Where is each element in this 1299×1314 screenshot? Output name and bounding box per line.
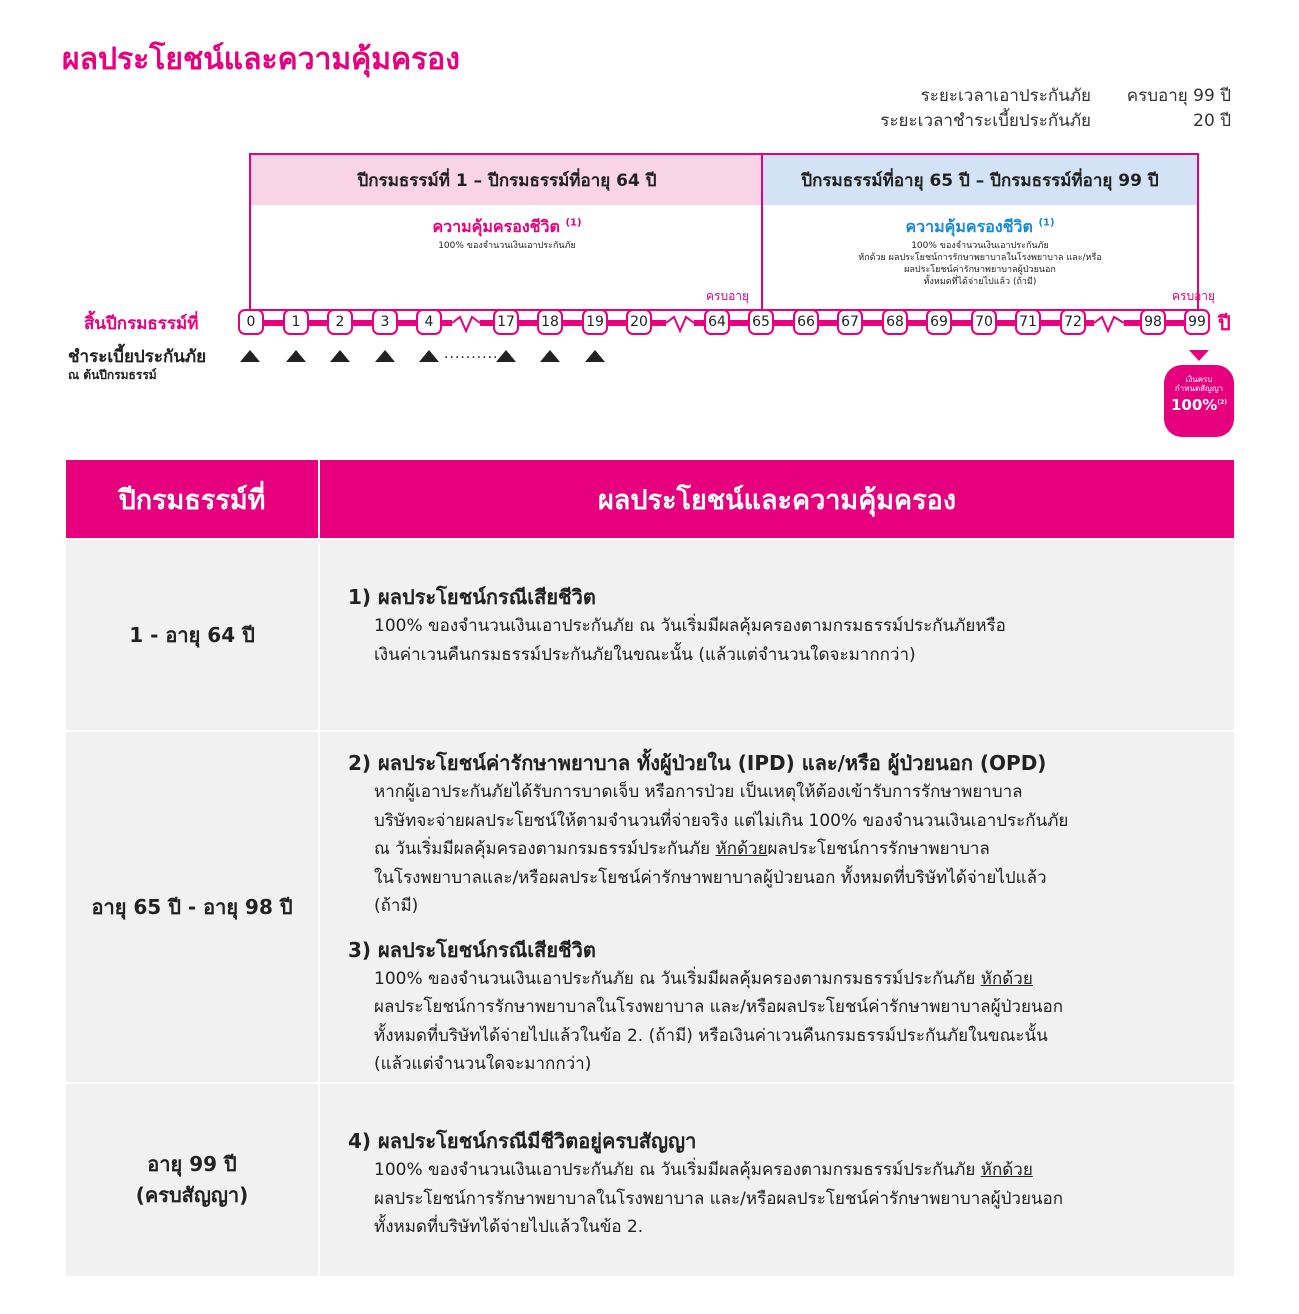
benefit-3-text [348,965,1234,1079]
premium-sublabel: ณ ต้นปีกรมธรรม์ [68,368,157,382]
premium-payment-icon [240,350,260,362]
table-header [66,460,1234,538]
year-marker: 99 [1184,309,1210,335]
benefit-table [66,460,1234,1276]
premium-payment-icon [496,350,516,362]
benefit-3-line-3: ทั้งหมดที่บริษัทได้จ่ายไปแล้วในข้อ 2. (ถ้ามี) หรือเงินค่าเวนคืนกรมธรรม์ประกันภัยในขณะนั้น [374,1025,1048,1046]
benefit-4-line-1a: 100% ของจำนวนเงินเอาประกันภัย ณ วันเริ่มมีผลคุ้มครองตามกรมธรรม์ประกันภัย [374,1160,981,1180]
benefit-2-line-3 [374,835,1234,864]
period-1-coverage [251,205,763,252]
year-marker: 65 [748,309,774,335]
year-marker: 20 [626,309,652,335]
maturity-line-1: เงินครบ [1185,375,1213,384]
period-2-coverage-line-3: ผลประโยชน์ค่ารักษาพยาบาลผู้ป่วยนอก [904,265,1056,275]
period-1-box [249,153,763,311]
year-marker: 67 [837,309,863,335]
premium-payment-icon [419,350,439,362]
row-1-benefits [320,540,1234,730]
benefit-2-line-2: บริษัทจะจ่ายผลประโยชน์ให้ตามจำนวนที่จ่ายจริง แต่ไม่เกิน 100% ของจำนวนเงินเอาประกันภัย [374,810,1069,831]
year-marker: 68 [882,309,908,335]
row-3-period-line-2: (ครบสัญญา) [135,1183,249,1207]
header-policy-year: ปีกรมธรรม์ที่ [66,460,320,538]
year-marker: 18 [537,309,563,335]
year-marker: 17 [493,309,519,335]
period-1-coverage-title-text: ความคุ้มครองชีวิต [432,217,560,236]
year-marker: 4 [416,309,442,335]
benefit-3-deduct: หักด้วย [980,968,1033,989]
header-benefits: ผลประโยชน์และความคุ้มครอง [597,484,957,516]
period-2-box [761,153,1199,311]
benefit-1-title: 1) ผลประโยชน์กรณีเสียชีวิต [348,585,596,609]
year-marker: 2 [327,309,353,335]
year-marker: 69 [926,309,952,335]
year-marker: 98 [1140,309,1166,335]
period-2-coverage-line-1: 100% ของจำนวนเงินเอาประกันภัย [911,241,1049,251]
year-marker: 71 [1015,309,1041,335]
maturity-note-ref: (2) [1217,399,1227,406]
period-1-coverage-title [251,215,763,240]
benefit-2-line-3a: ณ วันเริ่มมีผลคุ้มครองตามกรมธรรม์ประกันภัย [374,839,716,859]
benefit-2-text [348,778,1234,921]
premium-label: ชำระเบี้ยประกันภัย [68,347,207,367]
maturity-value-text: 100% [1170,396,1218,414]
premium-payment-icon [540,350,560,362]
period-2-header: ปีกรมธรรม์ที่อายุ 65 ปี – ปีกรมธรรม์ที่อายุ 99 ปี [763,155,1197,205]
period-1-coverage-line: 100% ของจำนวนเงินเอาประกันภัย [438,241,576,251]
maturity-line-2: กำหนดสัญญา [1174,384,1224,393]
benefit-1-text [348,612,1234,669]
row-1-period [66,540,320,730]
timeline-row-label: สิ้นปีกรมธรรม์ที่ [84,314,199,334]
year-marker: 66 [793,309,819,335]
timeline-unit: ปี [1218,311,1231,335]
premium-payment-icon [585,350,605,362]
table-row [66,538,1234,730]
year-marker: 0 [238,309,264,335]
year-marker: 72 [1060,309,1086,335]
period-2-coverage-title-text: ความคุ้มครองชีวิต [905,217,1033,236]
period-2-note-ref: (1) [1038,217,1055,229]
premium-term-row [880,107,1231,134]
benefit-4-text [348,1156,1234,1242]
row-3-benefits [320,1084,1234,1276]
coverage-term-label: ระยะเวลาเอาประกันภัย [920,86,1091,106]
premium-term-value: 20 ปี [1193,111,1231,131]
row-2-period [66,732,320,1082]
coverage-term-row [921,82,1231,109]
period-2-coverage-line-2: หักด้วย ผลประโยชน์การรักษาพยาบาลในโรงพยาบาล และ/หรือ [858,253,1102,263]
benefit-3-line-4: (แล้วแต่จำนวนใดจะมากกว่า) [374,1054,592,1074]
row-3-period-line-1: อายุ 99 ปี [147,1152,237,1176]
table-row [66,1082,1234,1276]
premium-payment-icon [286,350,306,362]
maturity-arrow-icon [1189,350,1209,361]
period-2-coverage [763,205,1197,288]
benefit-4-line-1 [374,1156,1234,1185]
benefit-3-line-1 [374,965,1234,994]
benefit-1-line-1: 100% ของจำนวนเงินเอาประกันภัย ณ วันเริ่มมีผลคุ้มครองตามกรมธรรม์ประกันภัยหรือ [374,616,1006,636]
premium-payment-icon [375,350,395,362]
row-3-period [66,1084,320,1276]
page-title: ผลประโยชน์และความคุ้มครอง [62,42,460,77]
period-1-end-label: ครบอายุ [706,289,750,303]
premium-payment-icon [330,350,350,362]
coverage-term-value: ครบอายุ 99 ปี [1126,86,1231,106]
year-marker: 64 [704,309,730,335]
year-marker: 19 [582,309,608,335]
table-row [66,730,1234,1082]
year-marker: 3 [372,309,398,335]
period-1-header: ปีกรมธรรม์ที่ 1 – ปีกรมธรรม์ที่อายุ 64 ปี [251,155,763,205]
year-marker: 1 [283,309,309,335]
premium-track [0,350,1299,366]
benefit-3-line-2: ผลประโยชน์การรักษาพยาบาลในโรงพยาบาล และ/หรือผลประโยชน์ค่ารักษาพยาบาลผู้ป่วยนอก [374,997,1064,1017]
benefit-2-deduct: หักด้วย [715,839,768,859]
benefit-4-line-2: ผลประโยชน์การรักษาพยาบาลในโรงพยาบาล และ/หรือผลประโยชน์ค่ารักษาพยาบาลผู้ป่วยนอก [374,1188,1064,1209]
year-track [0,309,1299,337]
year-marker: 70 [971,309,997,335]
benefit-2-line-1: หากผู้เอาประกันภัยได้รับการบาดเจ็บ หรือการป่วย เป็นเหตุให้ต้องเข้ารับการรักษาพยาบาล [374,782,1023,802]
benefit-2-line-3b: ผลประโยชน์การรักษาพยาบาล [767,839,990,859]
benefit-3-line-1a: 100% ของจำนวนเงินเอาประกันภัย ณ วันเริ่มมีผลคุ้มครองตามกรมธรรม์ประกันภัย [374,968,981,989]
benefit-4-title: 4) ผลประโยชน์กรณีมีชีวิตอยู่ครบสัญญา [348,1129,697,1153]
benefit-4-line-3: ทั้งหมดที่บริษัทได้จ่ายไปแล้วในข้อ 2. [374,1217,644,1237]
row-2-period-text: อายุ 65 ปี - อายุ 98 ปี [91,894,293,919]
maturity-value [1164,396,1234,414]
period-2-coverage-title [763,215,1197,240]
benefit-1-line-2: เงินค่าเวนคืนกรมธรรม์ประกันภัยในขณะนั้น (แล้วแต่จำนวนใดจะมากกว่า) [374,644,916,665]
row-2-benefits [320,732,1234,1082]
period-1-note-ref: (1) [565,217,582,229]
benefit-2-line-5: (ถ้ามี) [374,896,419,916]
maturity-badge [1164,365,1234,437]
benefit-3-title: 3) ผลประโยชน์กรณีเสียชีวิต [348,937,596,962]
benefit-4-deduct: หักด้วย [980,1160,1033,1180]
premium-ellipsis: .......... [444,346,499,362]
period-2-coverage-line-4: ทั้งหมดที่ได้จ่ายไปแล้ว (ถ้ามี) [923,277,1037,287]
benefit-2-line-4: ในโรงพยาบาลและ/หรือผลประโยชน์ค่ารักษาพยาบาลผู้ป่วยนอก ทั้งหมดที่บริษัทได้จ่ายไปแล้ว [374,867,1047,888]
premium-term-label: ระยะเวลาชำระเบี้ยประกันภัย [880,111,1091,131]
period-2-end-label: ครบอายุ [1172,289,1216,303]
benefit-2-title: 2) ผลประโยชน์ค่ารักษาพยาบาล ทั้งผู้ป่วยใน (IPD) และ/หรือ ผู้ป่วยนอก (OPD) [348,751,1047,775]
row-1-period-text: 1 - อายุ 64 ปี [129,622,255,647]
